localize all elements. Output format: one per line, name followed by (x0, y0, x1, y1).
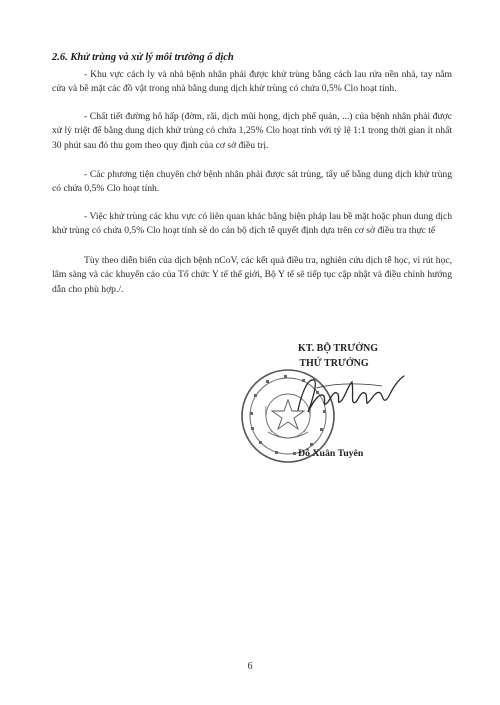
paragraph-respiratory-secretions: - Chất tiết đường hô hấp (đờm, rãi, dịch mũi họng, dịch phế quản, ...) của bệnh nhân phải được xử lý triệt để bằng dung dịch khử trùng có chứa 1,25% Clo hoạt tính với tỷ lệ 1:1 trong thời gian ít nhất 30 phút sau đó thu gom theo quy định của cơ sở điều trị. (52, 111, 452, 151)
handwritten-signature (292, 372, 412, 418)
paragraph-update-guidance: Tùy theo diễn biến của dịch bệnh nCoV, các kết quả điều tra, nghiên cứu dịch tễ học, vi rút học, lâm sàng và các khuyến cáo của Tổ chức Y tế thế giới, Bộ Y tế sẽ tiếp tục cập nhật và điều chỉnh hướng dẫn cho phù hợp./. (52, 255, 452, 295)
signature-title-line2: THỨ TRƯỞNG (299, 358, 369, 369)
paragraph-transport-vehicles: - Các phương tiện chuyên chở bệnh nhân phải được sát trùng, tẩy uế bằng dung dịch khử trùng có chứa 0,5% Clo hoạt tính. (52, 169, 452, 195)
paragraph-related-areas: - Việc khử trùng các khu vực có liên quan khác bằng biện pháp lau bề mặt hoặc phun dung dịch khử trùng có chứa 0,5% Clo hoạt tính sẽ do cán bộ dịch tễ quyết định dựa trên cơ sở điều tra thực tế (52, 211, 452, 237)
section-heading: 2.6. Khử trùng và xử lý môi trường ổ dịch (52, 52, 234, 63)
page-number: 6 (247, 661, 253, 672)
paragraph-isolation-area: - Khu vực cách ly và nhà bệnh nhân phải được khử trùng bằng cách lau rửa nền nhà, tay nắm cửa và bề mặt các đồ vật trong nhà bằng dung dịch khử trùng có chứa 0,5% Clo hoạt tính. (52, 69, 452, 95)
signer-name: Đỗ Xuân Tuyên (298, 448, 364, 459)
signature-title-line1: KT. BỘ TRƯỞNG (297, 343, 379, 354)
